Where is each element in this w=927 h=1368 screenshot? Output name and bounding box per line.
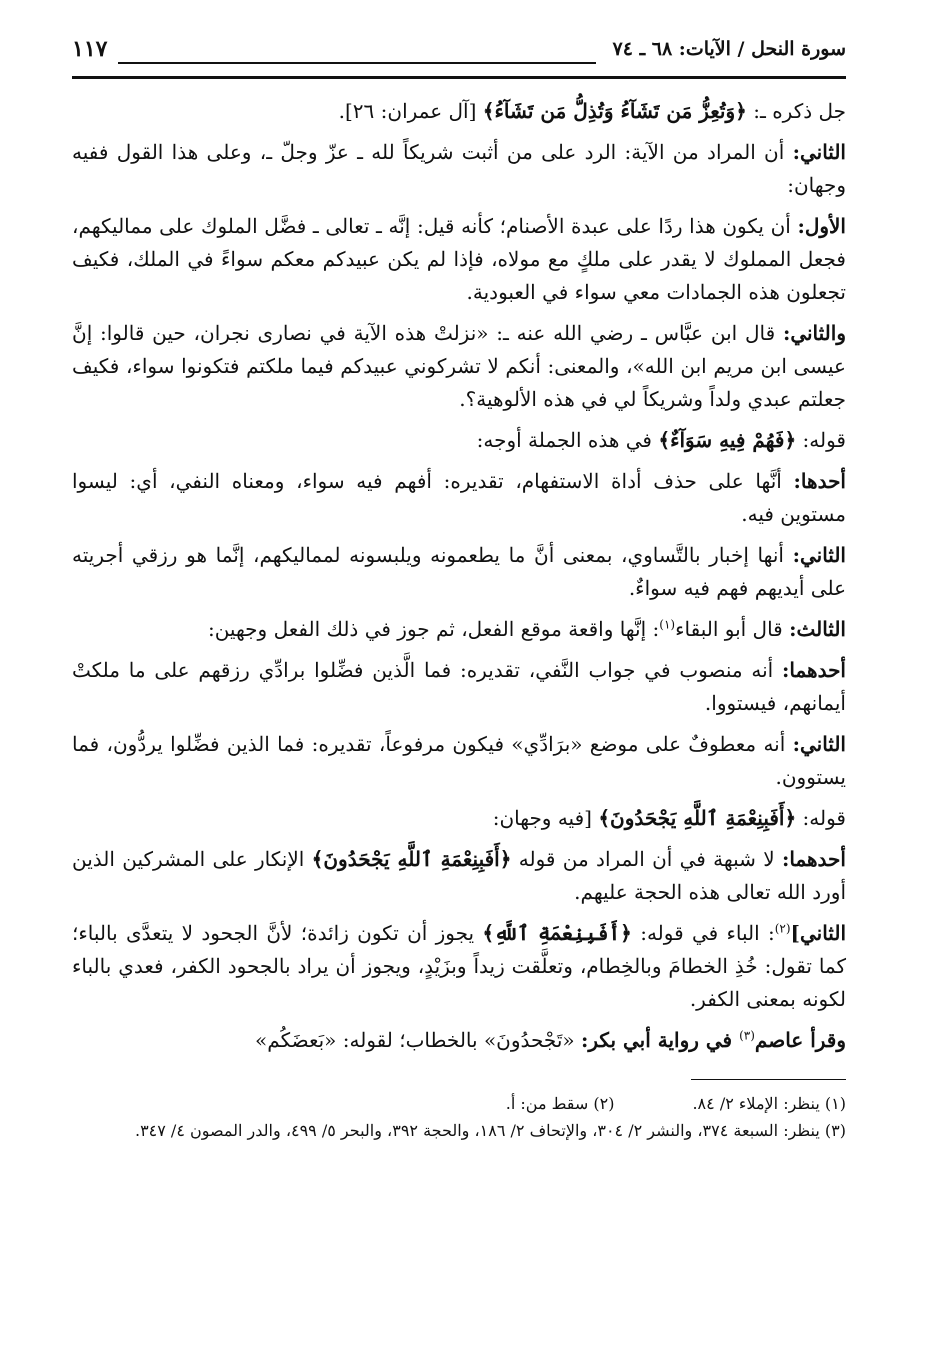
quran-quote: ﴿أَفَبِنِعْمَةِ ٱللَّهِ يَجْحَدُونَ﴾ bbox=[311, 847, 512, 871]
text-span: يجوز أن تكون زائدة؛ لأنَّ الجحود لا يتعدَّى بالباء؛ كما تقول: خُذِ الخطامَ وبالخِطام، وتعلَّقت زيداً وبزَيْدٍ، ويجوز أن يراد بالجحود الكفر، فعدي بالباء لكونه بمعنى الكفر. bbox=[72, 921, 846, 1011]
footnote-ref: (١) bbox=[659, 617, 676, 632]
paragraph bbox=[72, 317, 846, 416]
text-span: أنَّها على حذف أداة الاستفهام، تقديره: أفهم فيه سواء، ومعناه النفي، أي: ليسوا مستوين فيه. bbox=[72, 469, 846, 526]
text-span: لا شبهة في أن المراد من قوله bbox=[511, 847, 782, 871]
text-span: قوله: bbox=[796, 428, 846, 452]
footnote-3: (٣) ينظر: السبعة ٣٧٤، والنشر ٢/ ٣٠٤، والإتحاف ٢/ ١٨٦، والحجة ٣٩٢، والبحر ٥/ ٤٩٩، والدر المصون ٤/ ٣٤٧. bbox=[134, 1121, 846, 1140]
quran-quote: ﴿أَفَبِنِعْمَةِ ٱللَّهِ يَجْحَدُونَ﴾ bbox=[598, 806, 797, 830]
footnote-row bbox=[72, 1090, 846, 1117]
page-header bbox=[72, 28, 846, 72]
text-span: أن يكون هذا ردًا على عبدة الأصنام؛ كأنه قيل: إنَّه ـ تعالى ـ فضَّل الملوك على مماليكهم، فجعل المملوك لا يقدر على ملكٍ مع مولاه، فإذا لم يكن عبيدكم معكم سواءً في الملك، فكيف تجعلون هذه الجمادات معي سواء في العبودية. bbox=[72, 214, 846, 304]
text-span: [آل عمران: ٢٦]. bbox=[338, 99, 483, 123]
paragraph bbox=[72, 654, 846, 720]
footnote-2: (٢) سقط من: أ. bbox=[505, 1094, 615, 1113]
quran-quote: ﴿فَهُمْ فِيهِ سَوَآءٌ﴾ bbox=[658, 428, 797, 452]
quran-quote: ﴿وَتُعِزُّ مَن تَشَآءُ وَتُذِلُّ مَن تَشَآءُ﴾ bbox=[482, 99, 747, 123]
paragraph bbox=[72, 728, 846, 794]
text-span: قال أبو البقاء bbox=[675, 617, 790, 641]
text-span: الإنكار على المشركين الذين أورد الله تعالى هذه الحجة عليهم. bbox=[72, 847, 846, 904]
text-span: أنه منصوب في جواب النَّفي، تقديره: فما الَّذين فضِّلوا برادِّي رزقهم على ما ملكتْ أيمانهم، فيستووا. bbox=[72, 658, 846, 715]
text-span: قال ابن عبَّاس ـ رضي الله عنه ـ: «نزلتْ هذه الآية في نصارى نجران، حين قالوا: إنَّ عيسى ابن مريم ابن الله»، والمعنى: أنكم لا تشركوني عبيدكم فيما ملكتم فتكونوا سواء، فكيف جعلتم عبدي ولداً وشريكاً لي في هذه الألوهية؟. bbox=[72, 321, 846, 411]
text-span: : إنَّها واقعة موقع الفعل، ثم جوز في ذلك الفعل وجهين: bbox=[207, 617, 660, 641]
footnote-1: (١) ينظر: الإملاء ٢/ ٨٤. bbox=[692, 1094, 846, 1113]
main-text bbox=[72, 95, 846, 1057]
text-span: أنه معطوفٌ على موضع «برَادِّي» فيكون مرفوعاً، تقديره: فما الذين فضِّلوا يردُّون، فما يستوون. bbox=[72, 732, 846, 789]
lead-word: أحدها: bbox=[793, 469, 846, 493]
page-number: ١١٧ bbox=[72, 36, 108, 62]
paragraph bbox=[72, 465, 846, 531]
footnote-separator bbox=[691, 1079, 846, 1080]
lead-word: أحدهما: bbox=[781, 658, 846, 682]
footnotes bbox=[72, 1090, 846, 1144]
lead-word: الأول: bbox=[797, 214, 846, 238]
paragraph bbox=[72, 95, 846, 128]
lead-word: الثاني] bbox=[790, 921, 846, 945]
lead-word: الثاني: bbox=[792, 140, 846, 164]
text-span: جل ذكره ـ: bbox=[746, 99, 846, 123]
paragraph bbox=[72, 136, 846, 202]
footnote-ref: (٢) bbox=[774, 921, 791, 936]
text-span: [فيه وجهان: bbox=[492, 806, 599, 830]
text-span: أن المراد من الآية: الرد على من أثبت شريكاً لله ـ عزّ وجلّ ـ، وعلى هذا القول ففيه وجهان: bbox=[72, 140, 846, 197]
paragraph bbox=[72, 1024, 846, 1057]
text-span: : الباء في قوله: bbox=[631, 921, 775, 945]
footnote-ref: (٣) bbox=[739, 1028, 755, 1043]
text-span: «تَجْحدُونَ» بالخطاب؛ لقوله: «بَعضَكُم» bbox=[255, 1028, 581, 1052]
chapter-title: سورة النحل / الآيات: ٦٨ ـ ٧٤ bbox=[612, 38, 846, 60]
paragraph bbox=[72, 539, 846, 605]
text-span: قوله: bbox=[796, 806, 846, 830]
lead-word: الثاني: bbox=[792, 732, 846, 756]
lead-word: والثاني: bbox=[782, 321, 846, 345]
lead-word: في رواية أبي بكر: bbox=[581, 1028, 740, 1052]
text-span: في هذه الجملة أوجه: bbox=[476, 428, 659, 452]
header-rule bbox=[118, 62, 596, 64]
lead-word: وقرأ عاصم bbox=[754, 1028, 846, 1052]
header-divider bbox=[72, 76, 846, 79]
lead-word: الثالث: bbox=[789, 617, 846, 641]
paragraph bbox=[72, 802, 846, 835]
paragraph bbox=[72, 843, 846, 909]
text-span: أنها إخبار بالتَّساوي، بمعنى أنَّ ما يطعمونه ويلبسونه لمماليكهم، إنَّما هو رزقي أجريته على أيديهم فهم فيه سواءٌ. bbox=[72, 543, 846, 600]
paragraph bbox=[72, 917, 846, 1016]
paragraph bbox=[72, 613, 846, 646]
book-page bbox=[72, 28, 846, 1144]
quran-quote: ﴿أَفَبِنِعْمَةِ ٱللَّهِ﴾ bbox=[482, 921, 632, 945]
paragraph bbox=[72, 424, 846, 457]
lead-word: أحدهما: bbox=[781, 847, 846, 871]
lead-word: الثاني: bbox=[792, 543, 846, 567]
paragraph bbox=[72, 210, 846, 309]
